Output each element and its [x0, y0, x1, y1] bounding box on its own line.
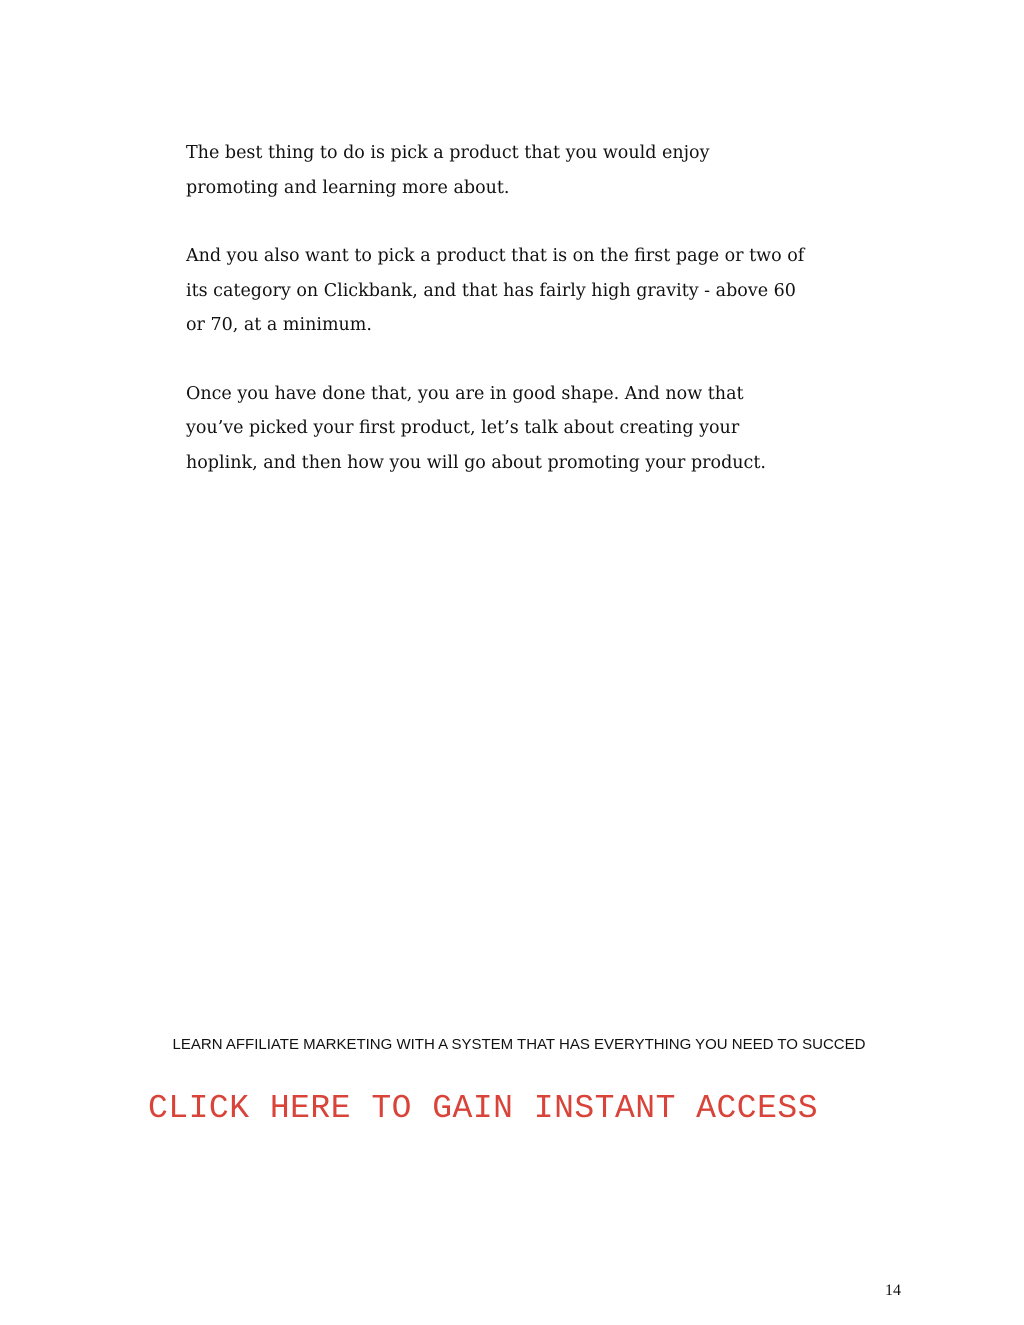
paragraph: And you also want to pick a product that is on the first page or two of its category on Clickbank, and that has fairly high gravity - above 60 or 70, at a minimum. — [186, 246, 805, 335]
paragraph: Once you have done that, you are in good shape. And now that you’ve picked your first product, let’s talk about creating your hoplink, and then how you will go about promoting your product. — [186, 383, 766, 473]
body-text — [186, 136, 826, 514]
page-number: 14 — [885, 1282, 901, 1299]
paragraph: The best thing to do is pick a product that you would enjoy promoting and learning more about. — [186, 143, 710, 198]
instant-access-link[interactable]: CLICK HERE TO GAIN INSTANT ACCESS — [148, 1090, 819, 1127]
promo-tagline: LEARN AFFILIATE MARKETING WITH A SYSTEM THAT HAS EVERYTHING YOU NEED TO SUCCED — [172, 1036, 866, 1053]
